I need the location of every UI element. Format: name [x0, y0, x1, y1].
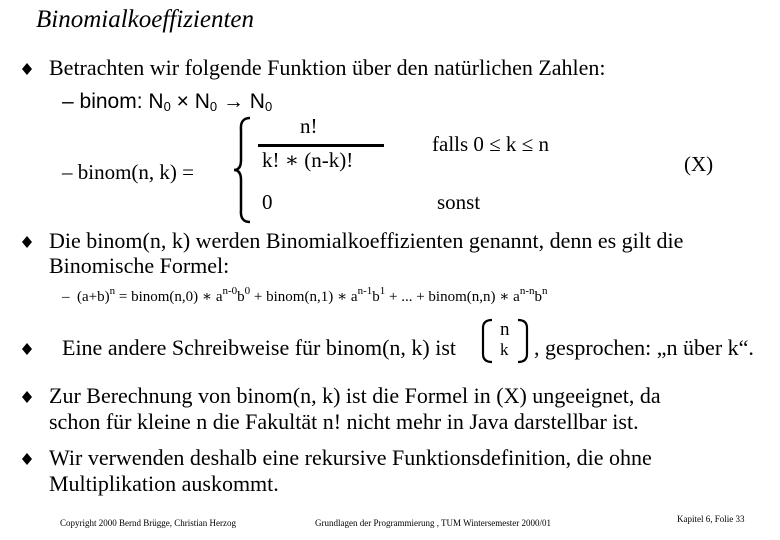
zero-value: 0: [262, 190, 273, 214]
sig-sub: 0: [264, 99, 273, 114]
bullet-icon: [20, 235, 34, 249]
sig-part: × N: [170, 90, 210, 113]
formula-sup: n-n: [519, 285, 535, 297]
footer-copyright: Copyright 2000 Bernd Brügge, Christian Herzog: [60, 518, 236, 528]
formula-part: = binom(n,0) ∗ a: [115, 289, 223, 305]
bullet4-line1: Zur Berechnung von binom(n, k) ist die Formel in (X) ungeeignet, da: [49, 383, 661, 408]
formula-part: b: [372, 289, 380, 305]
formula-sup: n: [542, 285, 548, 297]
bullet4-line2: schon für kleine n die Fakultät n! nicht mehr in Java darstellbar ist.: [49, 409, 639, 434]
denominator: k! ∗ (n-k)!: [262, 148, 354, 172]
binom-def-label: – binom(n, k) =: [62, 160, 194, 184]
bullet2-line1: Die binom(n, k) werden Binomialkoeffizienten genannt, denn es gilt die: [49, 228, 684, 253]
curly-brace-icon: [232, 115, 254, 225]
formula-part: + binom(n,1) ∗ a: [250, 289, 358, 305]
equation-tag: (X): [684, 152, 714, 176]
footer-page: Kapitel 6, Folie 33: [677, 514, 745, 524]
bullet1-text: Betrachten wir folgende Funktion über den natürlichen Zahlen:: [49, 55, 606, 80]
formula-part: b: [237, 289, 245, 305]
dash: –: [62, 289, 70, 305]
formula-part: + ... + binom(n,n) ∗ a: [385, 289, 520, 305]
binom-signature: [62, 90, 272, 114]
dash: –: [62, 90, 74, 113]
binomial-formula: [62, 287, 548, 306]
formula-sup: 0: [244, 285, 251, 297]
sig-part: binom: N: [79, 90, 164, 113]
condition-2: sonst: [437, 190, 481, 214]
sig-part: → N: [217, 90, 265, 113]
formula-sup: n: [109, 285, 116, 297]
binom-top: n: [500, 319, 510, 340]
numerator: n!: [300, 114, 318, 138]
bullet-icon: [20, 62, 34, 76]
bullet-icon: [20, 452, 34, 466]
bullet-icon: [20, 390, 34, 404]
bullet3-after: , gesprochen: „n über k“.: [534, 335, 754, 360]
formula-sup: n-0: [222, 285, 238, 297]
formula-part: (a+b): [77, 289, 110, 305]
bullet-icon: [20, 342, 34, 356]
footer-course: Grundlagen der Programmierung , TUM Wintersemester 2000/01: [315, 518, 552, 528]
left-paren-icon: [480, 318, 494, 364]
formula-part: b: [534, 289, 543, 305]
bullet2-line2: Binomische Formel:: [49, 253, 230, 278]
fraction-bar: [258, 144, 384, 147]
slide-title: Binomialkoeffizienten: [36, 6, 255, 33]
formula-sup: 1: [379, 285, 386, 297]
binom-bottom: k: [500, 340, 509, 359]
bullet5-line2: Multiplikation auskommt.: [49, 471, 279, 496]
formula-sup: n-1: [357, 285, 373, 297]
bullet5-line1: Wir verwenden deshalb eine rekursive Funktionsdefinition, die ohne: [49, 445, 652, 470]
sig-sub: 0: [209, 99, 218, 114]
bullet3-text: Eine andere Schreibweise für binom(n, k) ist: [62, 335, 457, 360]
right-paren-icon: [516, 318, 530, 364]
condition-1: falls 0 ≤ k ≤ n: [432, 132, 549, 156]
sig-sub: 0: [163, 99, 171, 114]
